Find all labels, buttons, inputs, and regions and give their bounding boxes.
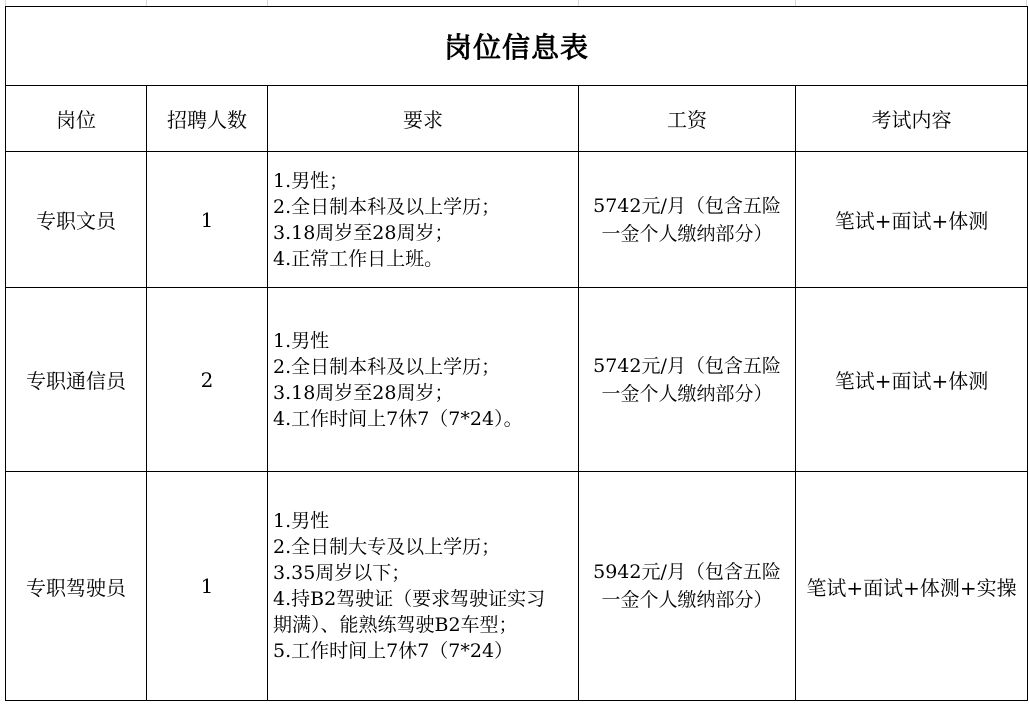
table-row — [6, 288, 1028, 472]
requirement-line: 2.全日制本科及以上学历； — [273, 355, 501, 378]
count-cell[interactable]: 1 — [147, 472, 268, 701]
job-info-table — [5, 6, 1028, 701]
requirements-cell[interactable] — [268, 152, 579, 288]
exam-cell[interactable]: 笔试+面试+体测 — [796, 152, 1028, 288]
salary-cell[interactable] — [579, 152, 796, 288]
header-requirements[interactable]: 要求 — [268, 86, 579, 152]
requirement-line: 3.18周岁至28周岁； — [273, 381, 454, 404]
requirement-line: 3.18周岁至28周岁； — [273, 221, 454, 244]
header-count[interactable]: 招聘人数 — [147, 86, 268, 152]
count-cell[interactable]: 1 — [147, 152, 268, 288]
salary-cell[interactable] — [579, 472, 796, 701]
header-position[interactable]: 岗位 — [6, 86, 147, 152]
requirements-cell[interactable] — [268, 288, 579, 472]
position-cell[interactable]: 专职文员 — [6, 152, 147, 288]
requirements-cell[interactable] — [268, 472, 579, 701]
count-cell[interactable]: 2 — [147, 288, 268, 472]
requirement-line: 期满）、能熟练驾驶B2车型； — [273, 614, 518, 636]
salary-line: 一金个人缴纳部分） — [601, 589, 773, 611]
requirement-line: 3.35周岁以下； — [273, 562, 411, 584]
salary-line: 一金个人缴纳部分） — [601, 222, 773, 245]
requirement-line: 1.男性 — [273, 329, 330, 352]
salary-cell[interactable] — [579, 288, 796, 472]
requirement-line: 4.工作时间上7休7（7*24）。 — [273, 407, 523, 430]
table-row — [6, 472, 1028, 701]
header-salary[interactable]: 工资 — [579, 86, 796, 152]
requirement-line: 5.工作时间上7休7（7*24） — [273, 640, 514, 662]
salary-line: 5942元/月（包含五险 — [593, 561, 781, 583]
requirement-line: 4.持B2驾驶证（要求驾驶证实习 — [273, 588, 546, 610]
requirement-line: 1.男性 — [273, 510, 330, 532]
requirement-line: 2.全日制本科及以上学历； — [273, 195, 501, 218]
position-cell[interactable]: 专职通信员 — [6, 288, 147, 472]
salary-line: 5742元/月（包含五险 — [593, 354, 781, 377]
position-cell[interactable]: 专职驾驶员 — [6, 472, 147, 701]
exam-cell[interactable]: 笔试+面试+体测 — [796, 288, 1028, 472]
header-exam[interactable]: 考试内容 — [796, 86, 1028, 152]
requirement-line: 2.全日制大专及以上学历； — [273, 536, 501, 558]
salary-line: 5742元/月（包含五险 — [593, 194, 781, 217]
table-row — [6, 152, 1028, 288]
table-title[interactable]: 岗位信息表 — [6, 7, 1028, 86]
salary-line: 一金个人缴纳部分） — [601, 382, 773, 405]
exam-cell[interactable]: 笔试+面试+体测+实操 — [796, 472, 1028, 701]
requirement-line: 4.正常工作日上班。 — [273, 247, 444, 270]
requirement-line: 1.男性； — [273, 169, 349, 192]
